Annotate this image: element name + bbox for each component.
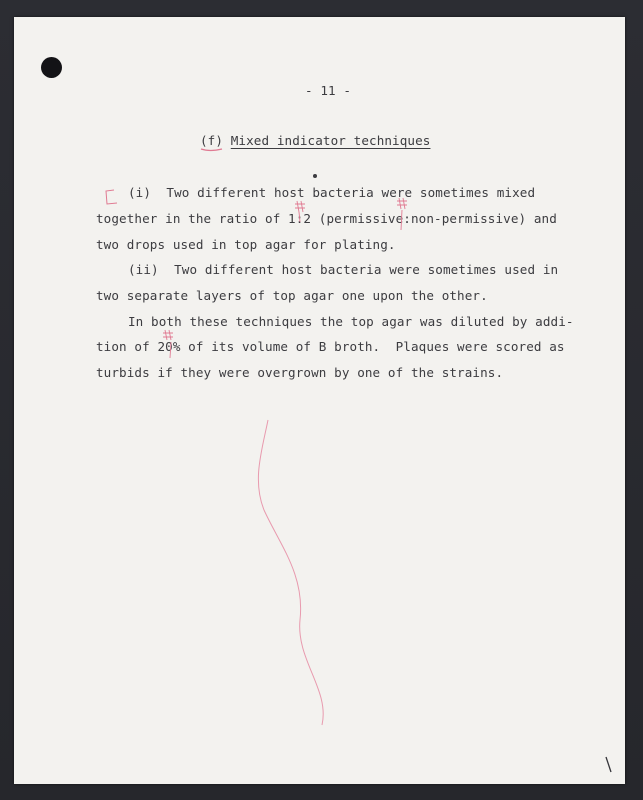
stray-dot xyxy=(313,174,317,178)
heading-title: Mixed indicator techniques xyxy=(230,133,431,148)
page-number: - 11 - xyxy=(305,83,352,98)
heading-prefix: (f) xyxy=(200,133,231,148)
punch-hole xyxy=(41,57,62,78)
text-line-8: turbids if they were overgrown by one of the strains. xyxy=(96,365,504,380)
text-line-1: (i) Two different host bacteria were sometimes mixed xyxy=(128,185,536,200)
text-line-6: In both these techniques the top agar was diluted by addi- xyxy=(128,314,574,329)
text-line-2: together in the ratio of 1:2 (permissive:non-permissive) and xyxy=(96,211,557,226)
text-line-4: (ii) Two different host bacteria were sometimes used in xyxy=(128,262,559,277)
section-heading xyxy=(200,133,430,148)
text-line-5: two separate layers of top agar one upon the other. xyxy=(96,288,488,303)
text-line-3: two drops used in top agar for plating. xyxy=(96,237,396,252)
text-line-7: tion of 20% of its volume of B broth. Plaques were scored as xyxy=(96,339,565,354)
